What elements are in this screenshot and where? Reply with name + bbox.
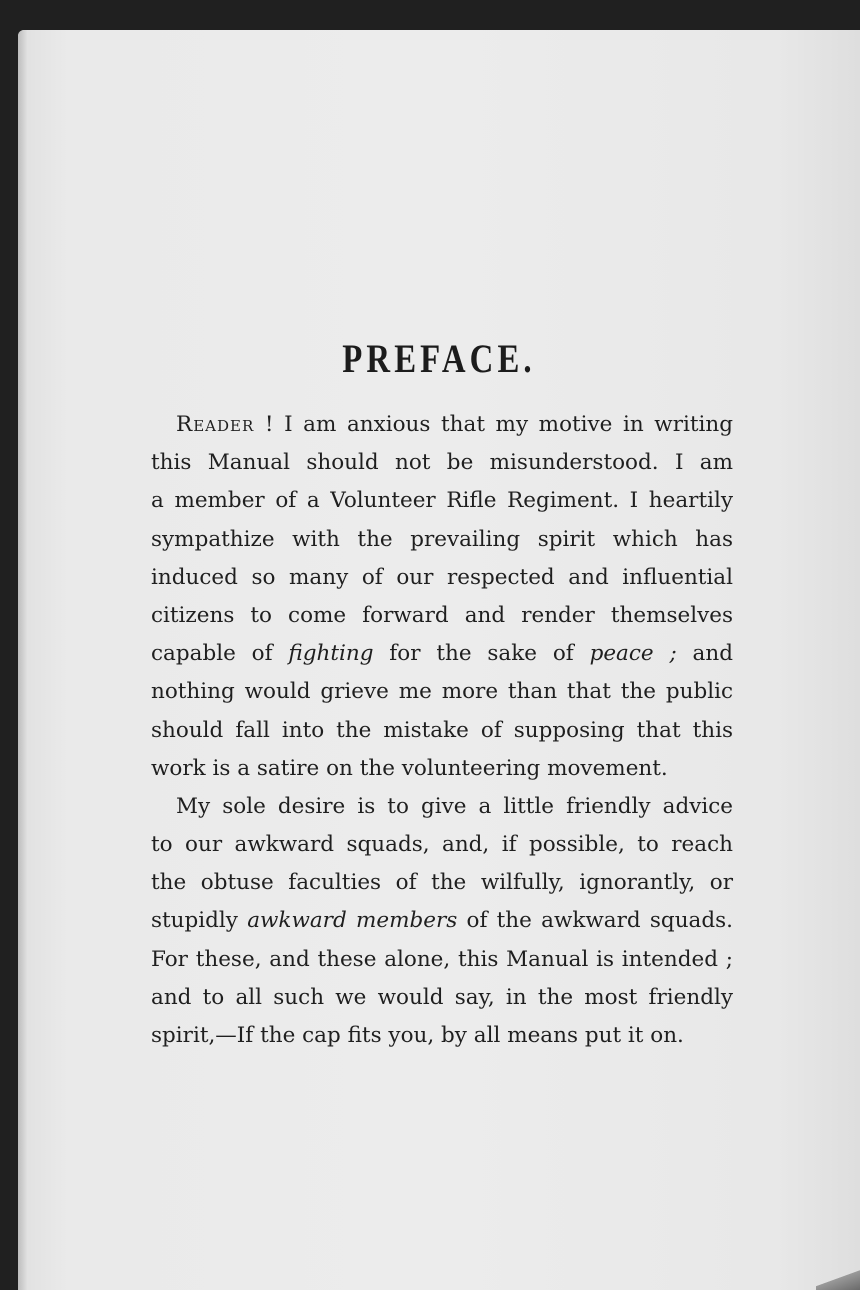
line-text: stupidly <box>151 908 248 934</box>
text-line: sympathize with the prevailing spirit which has <box>151 526 733 552</box>
text-line: My sole desire is to give a little friendly advice <box>176 793 733 819</box>
text-line <box>151 902 733 940</box>
text-line: the obtuse faculties of the wilfully, ignorantly, or <box>151 870 733 896</box>
text-line: work is a satire on the volunteering movement. <box>151 755 668 781</box>
book-page <box>18 30 860 1290</box>
line-text: ! I am anxious that my motive in writing <box>254 412 733 437</box>
text-line: to our awkward squads, and, if possible, to reach <box>151 832 733 858</box>
page-title: PREFACE. <box>342 335 536 381</box>
page-corner-curl <box>816 1266 860 1290</box>
italic-word: fighting <box>288 641 374 667</box>
text-line: and to all such we would say, in the most friendly <box>151 984 733 1010</box>
text-line: this Manual should not be misunderstood. I am <box>151 450 733 476</box>
text-line: induced so many of our respected and influential <box>151 564 733 590</box>
page-binding-edge <box>18 30 28 1290</box>
preface-body <box>151 406 733 1055</box>
opening-word: Reader <box>176 412 255 437</box>
line-text: capable of <box>151 641 289 667</box>
text-line <box>151 635 733 673</box>
text-line: citizens to come forward and render themselves <box>151 602 733 628</box>
italic-word: awkward members <box>247 908 458 934</box>
text-line: a member of a Volunteer Rifle Regiment. I heartily <box>151 488 733 514</box>
text-line: should fall into the mistake of supposing that this <box>151 717 733 743</box>
text-line: nothing would grieve me more than that the public <box>151 679 733 705</box>
line-text: of the awkward squads. <box>457 908 733 934</box>
line-text: and <box>676 641 733 667</box>
paragraph-1 <box>151 406 733 788</box>
line-text: for the sake of <box>373 641 590 667</box>
text-line: spirit,—If the cap fits you, by all means put it on. <box>151 1023 684 1048</box>
text-line <box>151 406 733 444</box>
paragraph-2 <box>151 788 733 1055</box>
italic-word: peace ; <box>589 641 677 667</box>
text-line: For these, and these alone, this Manual is intended ; <box>151 946 733 972</box>
